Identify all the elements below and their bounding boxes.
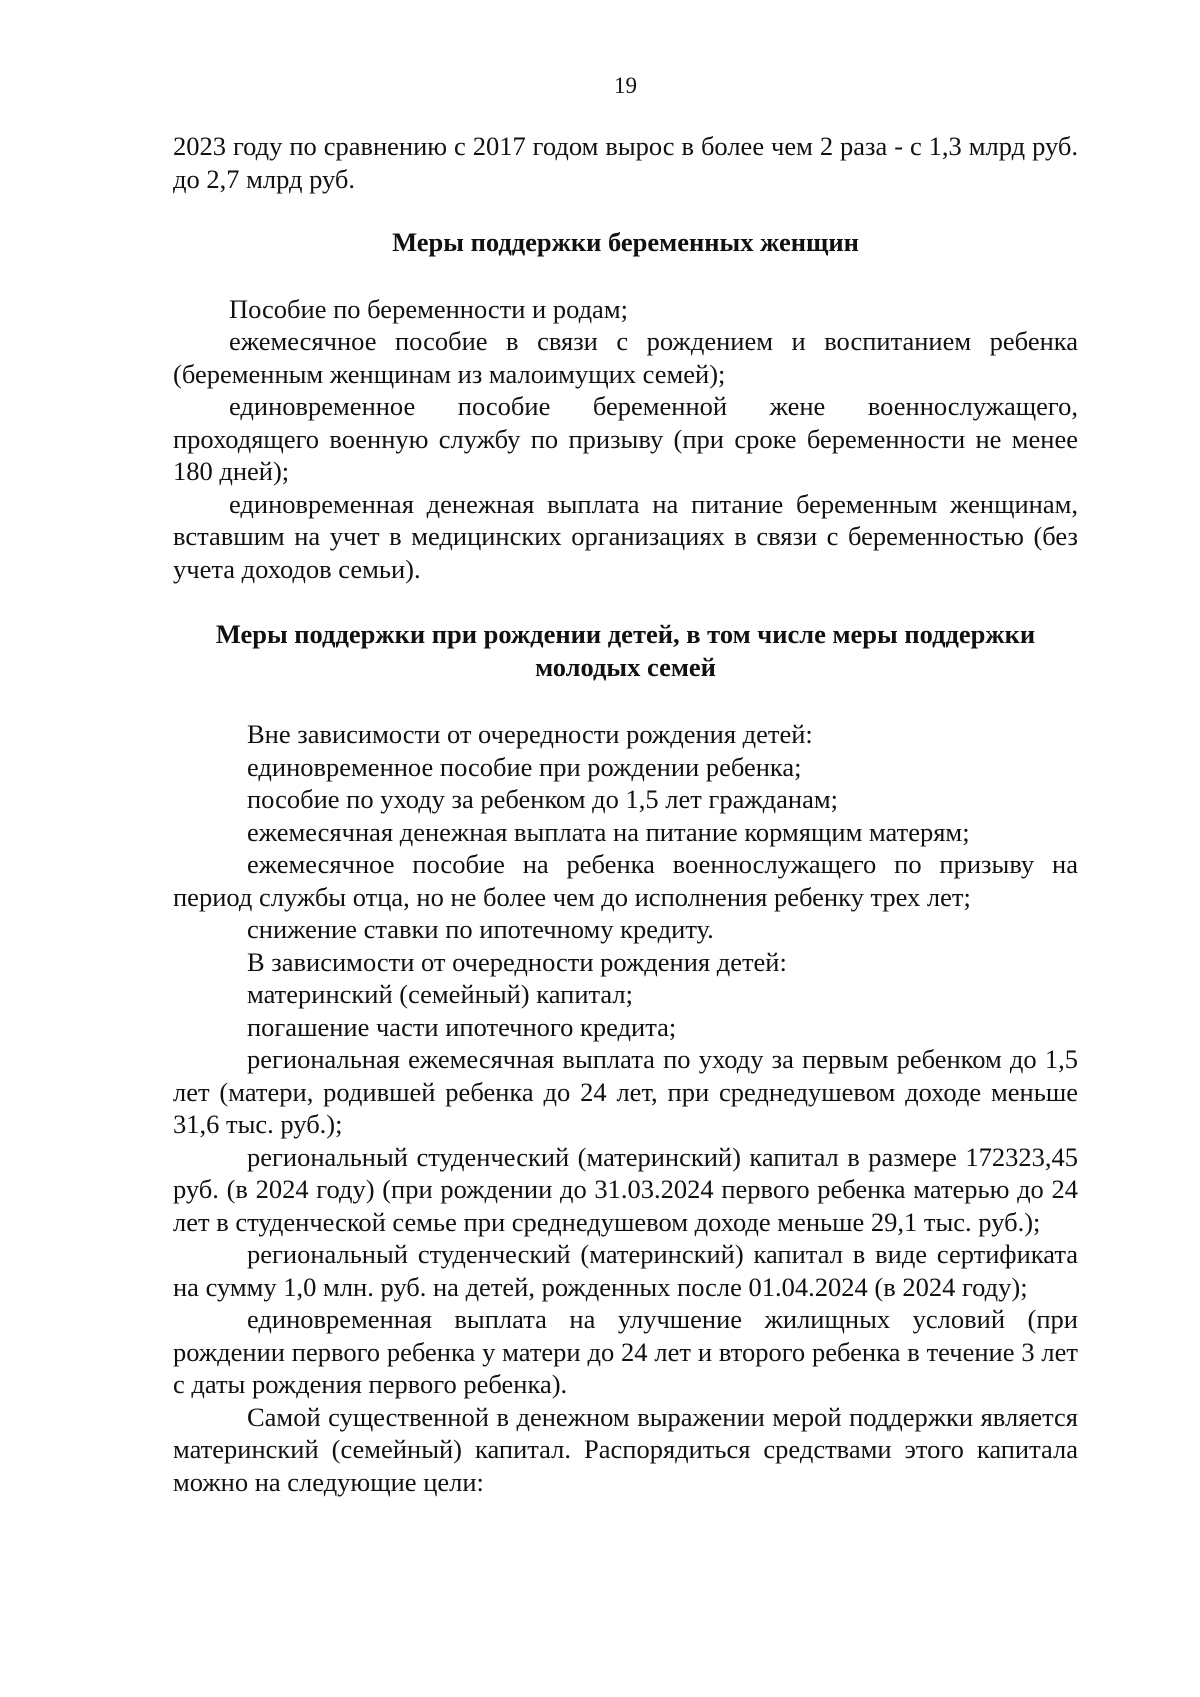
paragraph: региональный студенческий (материнский) капитал в виде сертификата на сумму 1,0 млн. руб. на детей, рожденных после 01.04.2024 (в 2024 году); xyxy=(173,1239,1078,1302)
paragraph: ежемесячное пособие на ребенка военнослужащего по призыву на период службы отца, но не более чем до исполнения ребенку трех лет; xyxy=(173,849,1078,912)
paragraph: единовременное пособие беременной жене военнослужащего, проходящего военную службу по призыву (при сроке беременности не менее 180 дней); xyxy=(173,391,1078,486)
section-heading-pregnant-women: Меры поддержки беременных женщин xyxy=(392,227,859,257)
section-pregnant-women xyxy=(173,293,1078,586)
section-birth-support xyxy=(173,718,1078,1498)
section-heading-line: молодых семей xyxy=(535,651,716,682)
section-heading-birth-support xyxy=(173,618,1078,683)
document-body xyxy=(173,130,1078,1498)
paragraph: региональная ежемесячная выплата по уходу за первым ребенком до 1,5 лет (матери, родившей ребенка до 24 лет, при среднедушевом доходе меньше 31,6 тыс. руб.); xyxy=(173,1044,1078,1139)
paragraph: Самой существенной в денежном выражении мерой поддержки является материнский (семейный) капитал. Распорядиться средствами этого капитала можно на следующие цели: xyxy=(173,1401,1078,1497)
intro-paragraph: 2023 году по сравнению с 2017 годом вырос в более чем 2 раза - с 1,3 млрд руб. до 2,7 млрд руб. xyxy=(173,131,1078,194)
paragraph: материнский (семейный) капитал; xyxy=(247,979,633,1009)
paragraph: ежемесячное пособие в связи с рождением и воспитанием ребенка (беременным женщинам из малоимущих семей); xyxy=(173,326,1078,389)
paragraph: единовременная денежная выплата на питание беременным женщинам, вставшим на учет в медицинских организациях в связи с беременностью (без учета доходов семьи). xyxy=(173,488,1078,584)
paragraph: единовременное пособие при рождении ребенка; xyxy=(247,751,802,782)
paragraph: Пособие по беременности и родам; xyxy=(229,293,628,324)
paragraph: пособие по уходу за ребенком до 1,5 лет гражданам; xyxy=(247,784,838,814)
paragraph: снижение ставки по ипотечному кредиту. xyxy=(247,914,714,944)
page-number: 19 xyxy=(614,73,637,98)
document-page xyxy=(173,0,1078,1697)
paragraph: В зависимости от очередности рождения детей: xyxy=(247,946,787,977)
paragraph: единовременная выплата на улучшение жилищных условий (при рождении первого ребенка у матери до 24 лет и второго ребенка в течение 3 лет с даты рождения первого ребенка). xyxy=(173,1304,1078,1399)
paragraph: ежемесячная денежная выплата на питание кормящим матерям; xyxy=(247,816,970,847)
paragraph: региональный студенческий (материнский) капитал в размере 172323,45 руб. (в 2024 году) (при рождении до 31.03.2024 первого ребенка матерью до 24 лет в студенческой семье при среднедушевом доходе меньше 29,1 тыс. руб.); xyxy=(173,1141,1078,1237)
paragraph: Вне зависимости от очередности рождения детей: xyxy=(247,719,813,749)
section-heading-line: Меры поддержки при рождении детей, в том числе меры поддержки xyxy=(215,619,1036,649)
paragraph: погашение части ипотечного кредита; xyxy=(247,1011,677,1042)
